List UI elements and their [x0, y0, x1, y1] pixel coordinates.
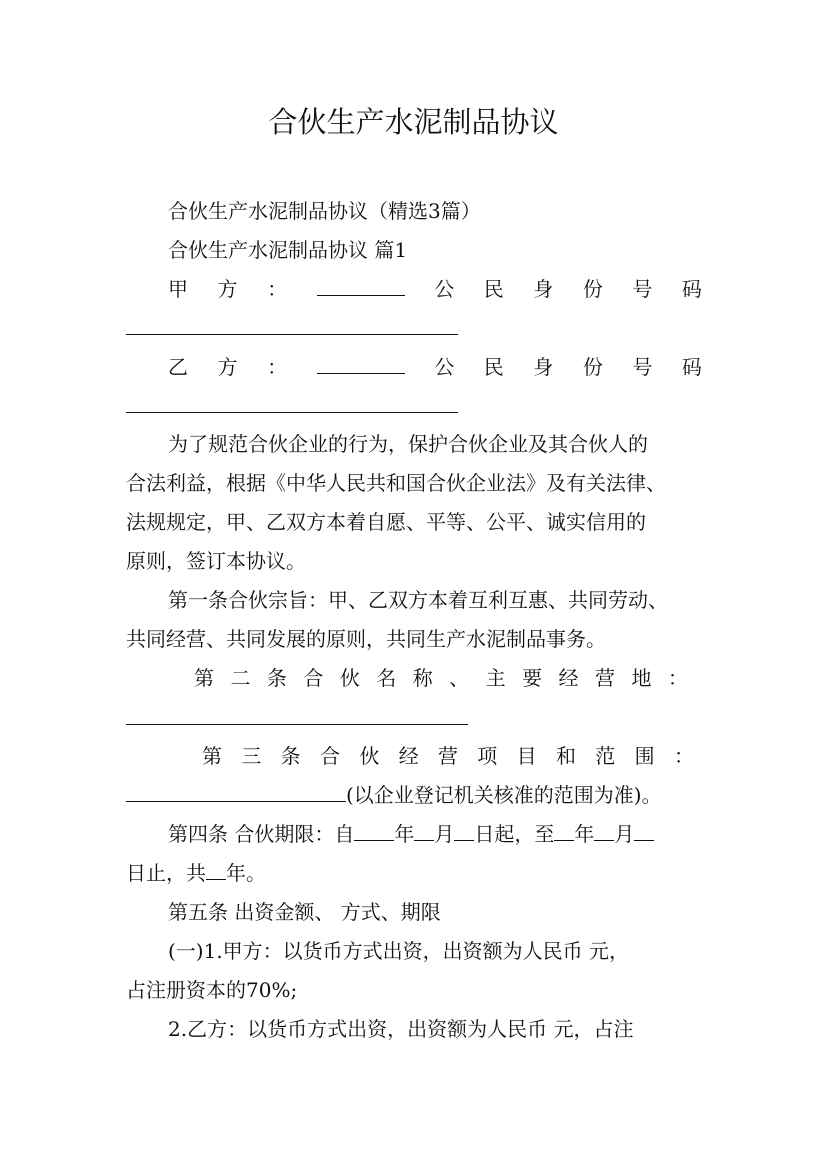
article-5-heading: 第五条 出资金额、 方式、期限: [168, 900, 441, 924]
article-4-text: 年: [394, 822, 415, 846]
document-subtitle: 合伙生产水泥制品协议（精选3篇）: [168, 199, 481, 223]
preamble-line: 原则，签订本协议。: [126, 549, 306, 573]
party-b-id-char: 公: [434, 355, 455, 379]
article-4-text: 日起，至: [474, 822, 555, 846]
end-month-blank: [594, 826, 614, 841]
party-b-id-char: 码: [681, 355, 702, 379]
article-4-text: 月: [614, 822, 635, 846]
party-b-name-blank: [317, 359, 405, 374]
article-3-char: 三: [241, 744, 262, 768]
article-2-line: [194, 658, 688, 698]
party-b-char: 乙: [168, 355, 188, 379]
party-a-char: ：: [267, 277, 288, 301]
start-month-blank: [414, 826, 434, 841]
article-3-tail: (以企业登记机关核准的范围为准)。: [346, 783, 662, 807]
article-2-char: 、: [449, 666, 470, 690]
article-2-char: 第: [194, 666, 214, 690]
article-3-char: 目: [516, 744, 537, 768]
party-b-id-char: 号: [632, 355, 653, 379]
article-2-char: 经: [558, 666, 579, 690]
article-5-item-line: (一)1.甲方：以货币方式出资，出资额为人民币 元，: [168, 939, 630, 963]
article-3-char: ：: [673, 744, 694, 768]
article-4-line: [168, 814, 702, 854]
party-a-id-char: 身: [533, 277, 554, 301]
article-4-line: [126, 853, 702, 893]
party-a-id-char: 份: [582, 277, 603, 301]
end-year-blank: [554, 826, 574, 841]
start-year-blank: [354, 826, 394, 841]
party-a-name-blank: [317, 281, 405, 296]
article-2-char: 称: [412, 666, 433, 690]
party-b-id-blank: [126, 412, 458, 413]
part-heading: 合伙生产水泥制品协议 篇1: [168, 238, 408, 262]
article-3-char: 营: [437, 744, 458, 768]
article-3-char: 伙: [359, 744, 380, 768]
article-3-char: 范: [595, 744, 616, 768]
article-2-char: 营: [594, 666, 615, 690]
article-2-char: 要: [522, 666, 543, 690]
party-a-id-char: 公: [434, 277, 455, 301]
party-a-line: [168, 269, 702, 309]
article-2-char: 二: [230, 666, 251, 690]
article-1-line: 第一条合伙宗旨：甲、乙双方本着互利互惠、共同劳动、: [168, 588, 668, 612]
article-5-item-line: 占注册资本的70%;: [126, 978, 298, 1002]
article-3-char: 项: [477, 744, 498, 768]
article-1-line: 共同经营、共同发展的原则，共同生产水泥制品事务。: [126, 627, 606, 651]
article-3-char: 和: [555, 744, 576, 768]
start-day-blank: [454, 826, 474, 841]
article-2-char: 伙: [339, 666, 360, 690]
document-title: 合伙生产水泥制品协议: [268, 105, 559, 139]
party-a-id-char: 号: [632, 277, 653, 301]
article-2-char: ：: [667, 666, 688, 690]
article-2-char: 地: [631, 666, 652, 690]
party-b-id-char: 份: [582, 355, 603, 379]
end-day-blank: [634, 826, 654, 841]
article-3-char: 合: [319, 744, 340, 768]
party-b-char: ：: [267, 355, 288, 379]
article-4-text: 日止，共: [126, 861, 206, 885]
article-3-char: 第: [202, 744, 222, 768]
preamble-line: 法规规定，甲、乙双方本着自愿、平等、公平、诚实信用的: [126, 510, 646, 534]
party-b-line: [168, 347, 702, 387]
article-3-char: 条: [280, 744, 301, 768]
party-a-id-blank: [126, 334, 458, 335]
article-4-text: 年。: [226, 861, 266, 885]
party-a-id-char: 民: [483, 277, 504, 301]
article-2-blank: [126, 724, 468, 725]
article-3-blank: [126, 787, 346, 802]
party-b-id-char: 民: [483, 355, 504, 379]
party-a-id-char: 码: [681, 277, 702, 301]
article-5-item-line: 2.乙方：以货币方式出资，出资额为人民币 元，占注: [168, 1017, 634, 1041]
party-b-char: 方: [217, 355, 238, 379]
article-2-char: 条: [266, 666, 287, 690]
article-3-line: [202, 736, 694, 776]
article-4-text: 第四条 合伙期限：自: [168, 822, 355, 846]
article-2-char: 主: [485, 666, 506, 690]
article-3-char: 围: [634, 744, 655, 768]
article-4-text: 月: [434, 822, 455, 846]
preamble-line: 合法利益，根据《中华人民共和国合伙企业法》及有关法律、: [126, 471, 666, 495]
article-2-char: 名: [376, 666, 397, 690]
term-years-blank: [206, 865, 226, 880]
article-3-char: 经: [398, 744, 419, 768]
article-3-scope-line: [126, 775, 702, 815]
party-a-char: 甲: [168, 277, 188, 301]
party-a-char: 方: [217, 277, 238, 301]
party-b-id-char: 身: [533, 355, 554, 379]
article-4-text: 年: [574, 822, 595, 846]
preamble-line: 为了规范合伙企业的行为，保护合伙企业及其合伙人的: [168, 432, 648, 456]
article-2-char: 合: [303, 666, 324, 690]
